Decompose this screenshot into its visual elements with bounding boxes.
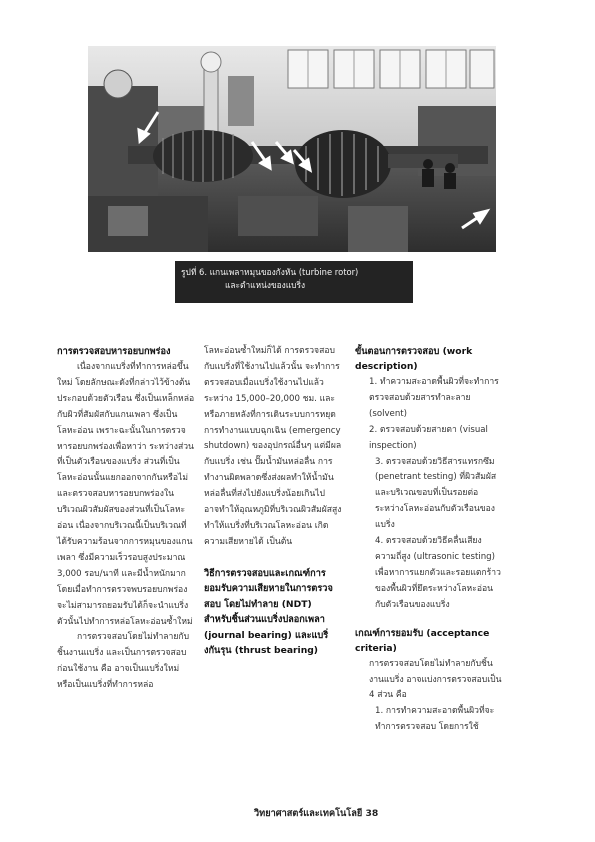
section-heading-work-description: ขั้นตอนการตรวจสอบ (work description) (355, 346, 473, 372)
caption-line-2: และตำแหน่งของแบริ่ง (225, 280, 306, 290)
section-heading-acceptance-criteria: เกณฑ์การยอมรับ (acceptance criteria) (355, 627, 490, 654)
text-column-2 (204, 344, 342, 660)
list-item: 1. ทำความสะอาดพื้นผิวที่จะทำการตรวจสอบด้วยสารทำละลาย (solvent) (369, 377, 499, 419)
text-column-1 (57, 344, 195, 694)
paragraph: การตรวจสอบโดยไม่ทำลายกับชิ้นงานแบริ่ง อาจแบ่งการตรวจสอบเป็น 4 ส่วน คือ (369, 658, 502, 701)
photo-illustration (88, 46, 496, 252)
section-heading-defect-inspection: การตรวจสอบหารอยบกพร่อง (57, 346, 171, 357)
paragraph: โลหะอ่อนซ้ำใหม่ก็ได้ การตรวจสอบกับแบริ่งที่ใช้งานไปแล้วนั้น จะทำการตรวจสอบเมื่อแบริ่งใช้งานไปแล้วระหว่าง 15,000–20,000 ชม. และหรือภายหลังที่การเดินระบบการหยุดการทำงานแบบฉุกเฉิน (emergency shutdown) ของอุปกรณ์อื่นๆ แต่มีผลกับแบริ่ง เช่น ปั๊มน้ำมันหล่อลื่น การทำงานผิดพลาดซึ่งส่งผลทำให้น้ำมันหล่อลื่นที่ส่งไปยังแบริ่งน้อยเกินไป อาจทำให้อุณหภูมิที่บริเวณผิวสัมผัสสูง ทำให้แบริ่งที่บริเวณโลหะอ่อน เกิดความเสียหายได้ เป็นต้น (204, 346, 342, 547)
list-item: 2. ตรวจสอบด้วยสายตา (visual inspection) (369, 424, 488, 451)
list-item: 3. ตรวจสอบด้วยวิธีสารแทรกซึม (penetrant testing) ที่ผิวสัมผัส และบริเวณขอบที่เป็นรอยต่อระหว่างโลหะอ่อนกับตัวเรือนของแบริ่ง (375, 456, 497, 531)
paragraph: เนื่องจากแบริ่งที่ทำการหล่อขึ้นใหม่ โดยลักษณะดังที่กล่าวไว้ข้างต้นประกอบด้วยตัวเรือน ซึ่งเป็นเหล็กหล่อกับผิวที่สัมผัสกับแกนเพลา ซึ่งเป็นโลหะอ่อน เพราะฉะนั้นในการตรวจหารอยบกพร่องเพื่อหาว่า ระหว่างส่วนที่เป็นตัวเรือนของแบริ่ง ส่วนที่เป็นโลหะอ่อนนั้นแยกออกจากกันหรือไม่ และตรวจสอบหารอยบกพร่องในบริเวณผิวสัมผัสของส่วนที่เป็นโลหะอ่อน เนื่องจากบริเวณนี้เป็นบริเวณที่ได้รับความร้อนจากการหมุนของแกนเพลา ซึ่งมีความเร็วรอบสูงประมาณ 3,000 รอบ/นาที และมีน้ำหนักมาก โดยเมื่อทำการตรวจพบรอยบกพร่องจะไม่สามารถยอมรับได้ก็จะนำแบริ่งตัวนั้นไปทำการหล่อโลหะอ่อนซ้ำใหม่ (57, 362, 195, 627)
paragraph: 1. การทำความสะอาดพื้นผิวที่จะทำการตรวจสอบ โดยการใช้ (375, 706, 495, 733)
turbine-rotor-photo (88, 46, 496, 252)
text-column-3 (355, 344, 503, 736)
paragraph: การตรวจสอบโดยไม่ทำลายกับชิ้นงานแบริ่ง และเป็นการตรวจสอบก่อนใช้งาน คือ อาจเป็นแบริ่งใหม่ หรือเป็นแบริ่งที่ทำการหล่อ (57, 632, 190, 691)
figure-caption (175, 261, 413, 303)
list-item: 4. ตรวจสอบด้วยวิธีคลื่นเสียงความถี่สูง (ultrasonic testing) เพื่อหาการแยกตัวและรอยแตกร้าวของพื้นผิวที่ยึดระหว่างโลหะอ่อนกับตัวเรือนของแบริ่ง (375, 536, 501, 610)
page-footer: วิทยาศาสตร์และเทคโนโลยี 38 (254, 808, 379, 819)
section-heading-ndt-methods: วิธีการตรวจสอบและเกณฑ์การยอมรับความเสียหายในการตรวจสอบ โดยไม่ทำลาย (NDT) สำหรับชิ้นส่วนแบริ่งปลอกเพลา (journal bearing) และแบริ่งกันรุน (thrust bearing) (204, 567, 333, 657)
caption-line-1: รูปที่ 6. แกนเพลาหมุนของกังหัน (turbine rotor) (181, 267, 359, 277)
